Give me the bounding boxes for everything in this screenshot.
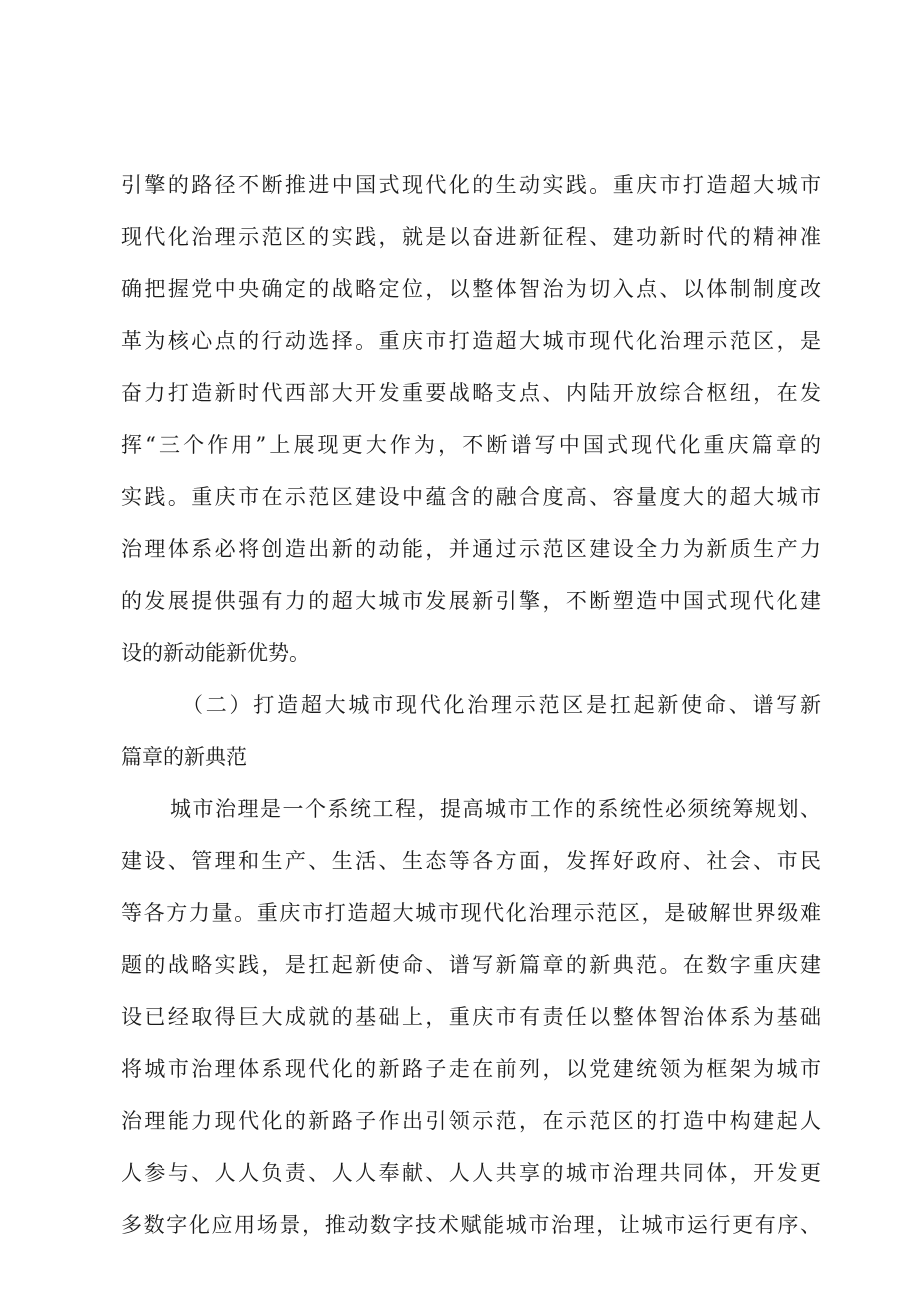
paragraph-line: 城市治理是一个系统工程，提高城市工作的系统性必须统筹规划、 [170, 797, 821, 821]
paragraph-line: 等各方力量。重庆市打造超大城市现代化治理示范区，是破解世界级难 [121, 901, 821, 925]
paragraph-line: 题的战略实践，是扛起新使命、谱写新篇章的新典范。在数字重庆建 [121, 953, 821, 977]
paragraph-line: 实践。重庆市在示范区建设中蕴含的融合度高、容量度大的超大城市 [121, 485, 821, 509]
paragraph-line: 的发展提供强有力的超大城市发展新引擎，不断塑造中国式现代化建 [121, 589, 821, 613]
paragraph-line: 确把握党中央确定的战略定位，以整体智治为切入点、以体制制度改 [121, 277, 821, 301]
paragraph-line: 设已经取得巨大成就的基础上，重庆市有责任以整体智治体系为基础 [121, 1005, 821, 1029]
paragraph-line: 引擎的路径不断推进中国式现代化的生动实践。重庆市打造超大城市 [121, 173, 821, 197]
heading-line: 篇章的新典范 [121, 745, 247, 769]
paragraph-line: 治理能力现代化的新路子作出引领示范，在示范区的打造中构建起人 [121, 1109, 821, 1133]
paragraph-line: 现代化治理示范区的实践，就是以奋进新征程、建功新时代的精神准 [121, 225, 821, 249]
paragraph-line: 人参与、人人负责、人人奉献、人人共享的城市治理共同体，开发更 [121, 1161, 821, 1185]
heading-line: （二）打造超大城市现代化治理示范区是扛起新使命、谱写新 [182, 693, 821, 717]
paragraph-line: 建设、管理和生产、生活、生态等各方面，发挥好政府、社会、市民 [121, 849, 821, 873]
paragraph-line: 挥“三个作用”上展现更大作为，不断谱写中国式现代化重庆篇章的 [121, 433, 821, 457]
paragraph-line: 多数字化应用场景，推动数字技术赋能城市治理，让城市运行更有序、 [121, 1213, 821, 1237]
paragraph-line: 革为核心点的行动选择。重庆市打造超大城市现代化治理示范区，是 [121, 329, 821, 353]
paragraph-line: 治理体系必将创造出新的动能，并通过示范区建设全力为新质生产力 [121, 537, 821, 561]
paragraph-line: 设的新动能新优势。 [121, 641, 310, 665]
paragraph-line: 奋力打造新时代西部大开发重要战略支点、内陆开放综合枢纽，在发 [121, 381, 821, 405]
paragraph-line: 将城市治理体系现代化的新路子走在前列，以党建统领为框架为城市 [121, 1057, 821, 1081]
